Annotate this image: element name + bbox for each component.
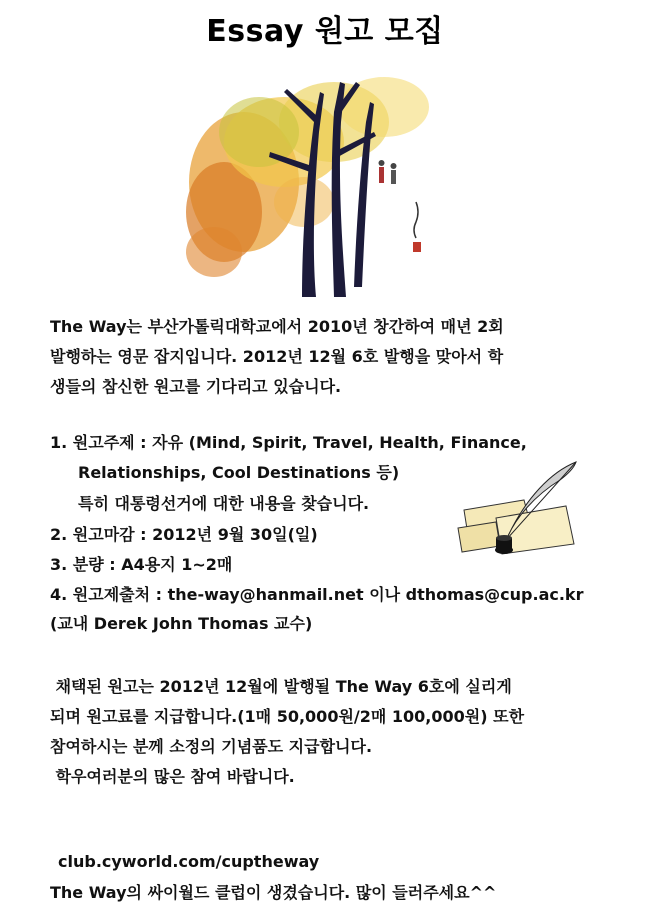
notice-line: 채택된 원고는 2012년 12월에 발행될 The Way 6호에 실리게 bbox=[50, 677, 512, 696]
artist-seal bbox=[413, 202, 421, 252]
intro-paragraph bbox=[50, 312, 606, 402]
page-title: Essay 원고 모집 bbox=[206, 14, 444, 49]
notice-line: 참여하시는 분께 소정의 기념품도 지급합니다. bbox=[50, 737, 373, 756]
topic-item-continued: Relationships, Cool Destinations 등) bbox=[78, 463, 400, 482]
length-item: 3. 분량 : A4용지 1~2매 bbox=[50, 555, 233, 574]
notice-line: 학우여러분의 많은 참여 바랍니다. bbox=[50, 767, 295, 786]
paper-sheets bbox=[458, 500, 574, 554]
intro-line: 생들의 참신한 원고를 기다리고 있습니다. bbox=[50, 377, 342, 396]
people-figures bbox=[379, 160, 397, 184]
topic-item: 1. 원고주제 : 자유 (Mind, Spirit, Travel, Health, Finance, bbox=[50, 433, 527, 452]
deadline-item: 2. 원고마감 : 2012년 9월 30일(일) bbox=[50, 525, 318, 544]
topic-note: 특히 대통령선거에 대한 내용을 찾습니다. bbox=[78, 494, 370, 513]
ink-pot bbox=[495, 535, 513, 554]
submission-contact: (교내 Derek John Thomas 교수) bbox=[50, 614, 313, 633]
quill-and-paper-illustration bbox=[456, 458, 580, 562]
notice-paragraph bbox=[50, 672, 606, 792]
notice-line: 되며 원고료를 지급합니다.(1매 50,000원/2매 100,000원) 또한 bbox=[50, 707, 525, 726]
intro-line: 발행하는 영문 잡지입니다. 2012년 12월 6호 발행을 맞아서 학 bbox=[50, 347, 504, 366]
intro-line: The Way는 부산가톨릭대학교에서 2010년 창간하여 매년 2회 bbox=[50, 317, 504, 336]
autumn-trees-illustration bbox=[184, 62, 456, 298]
club-message: The Way의 싸이월드 클럽이 생겼습니다. 많이 들러주세요^^ bbox=[50, 883, 497, 902]
club-url: club.cyworld.com/cuptheway bbox=[58, 852, 320, 871]
submission-item: 4. 원고제출처 : the-way@hanmail.net 이나 dthomas@cup.ac.kr bbox=[50, 585, 584, 604]
